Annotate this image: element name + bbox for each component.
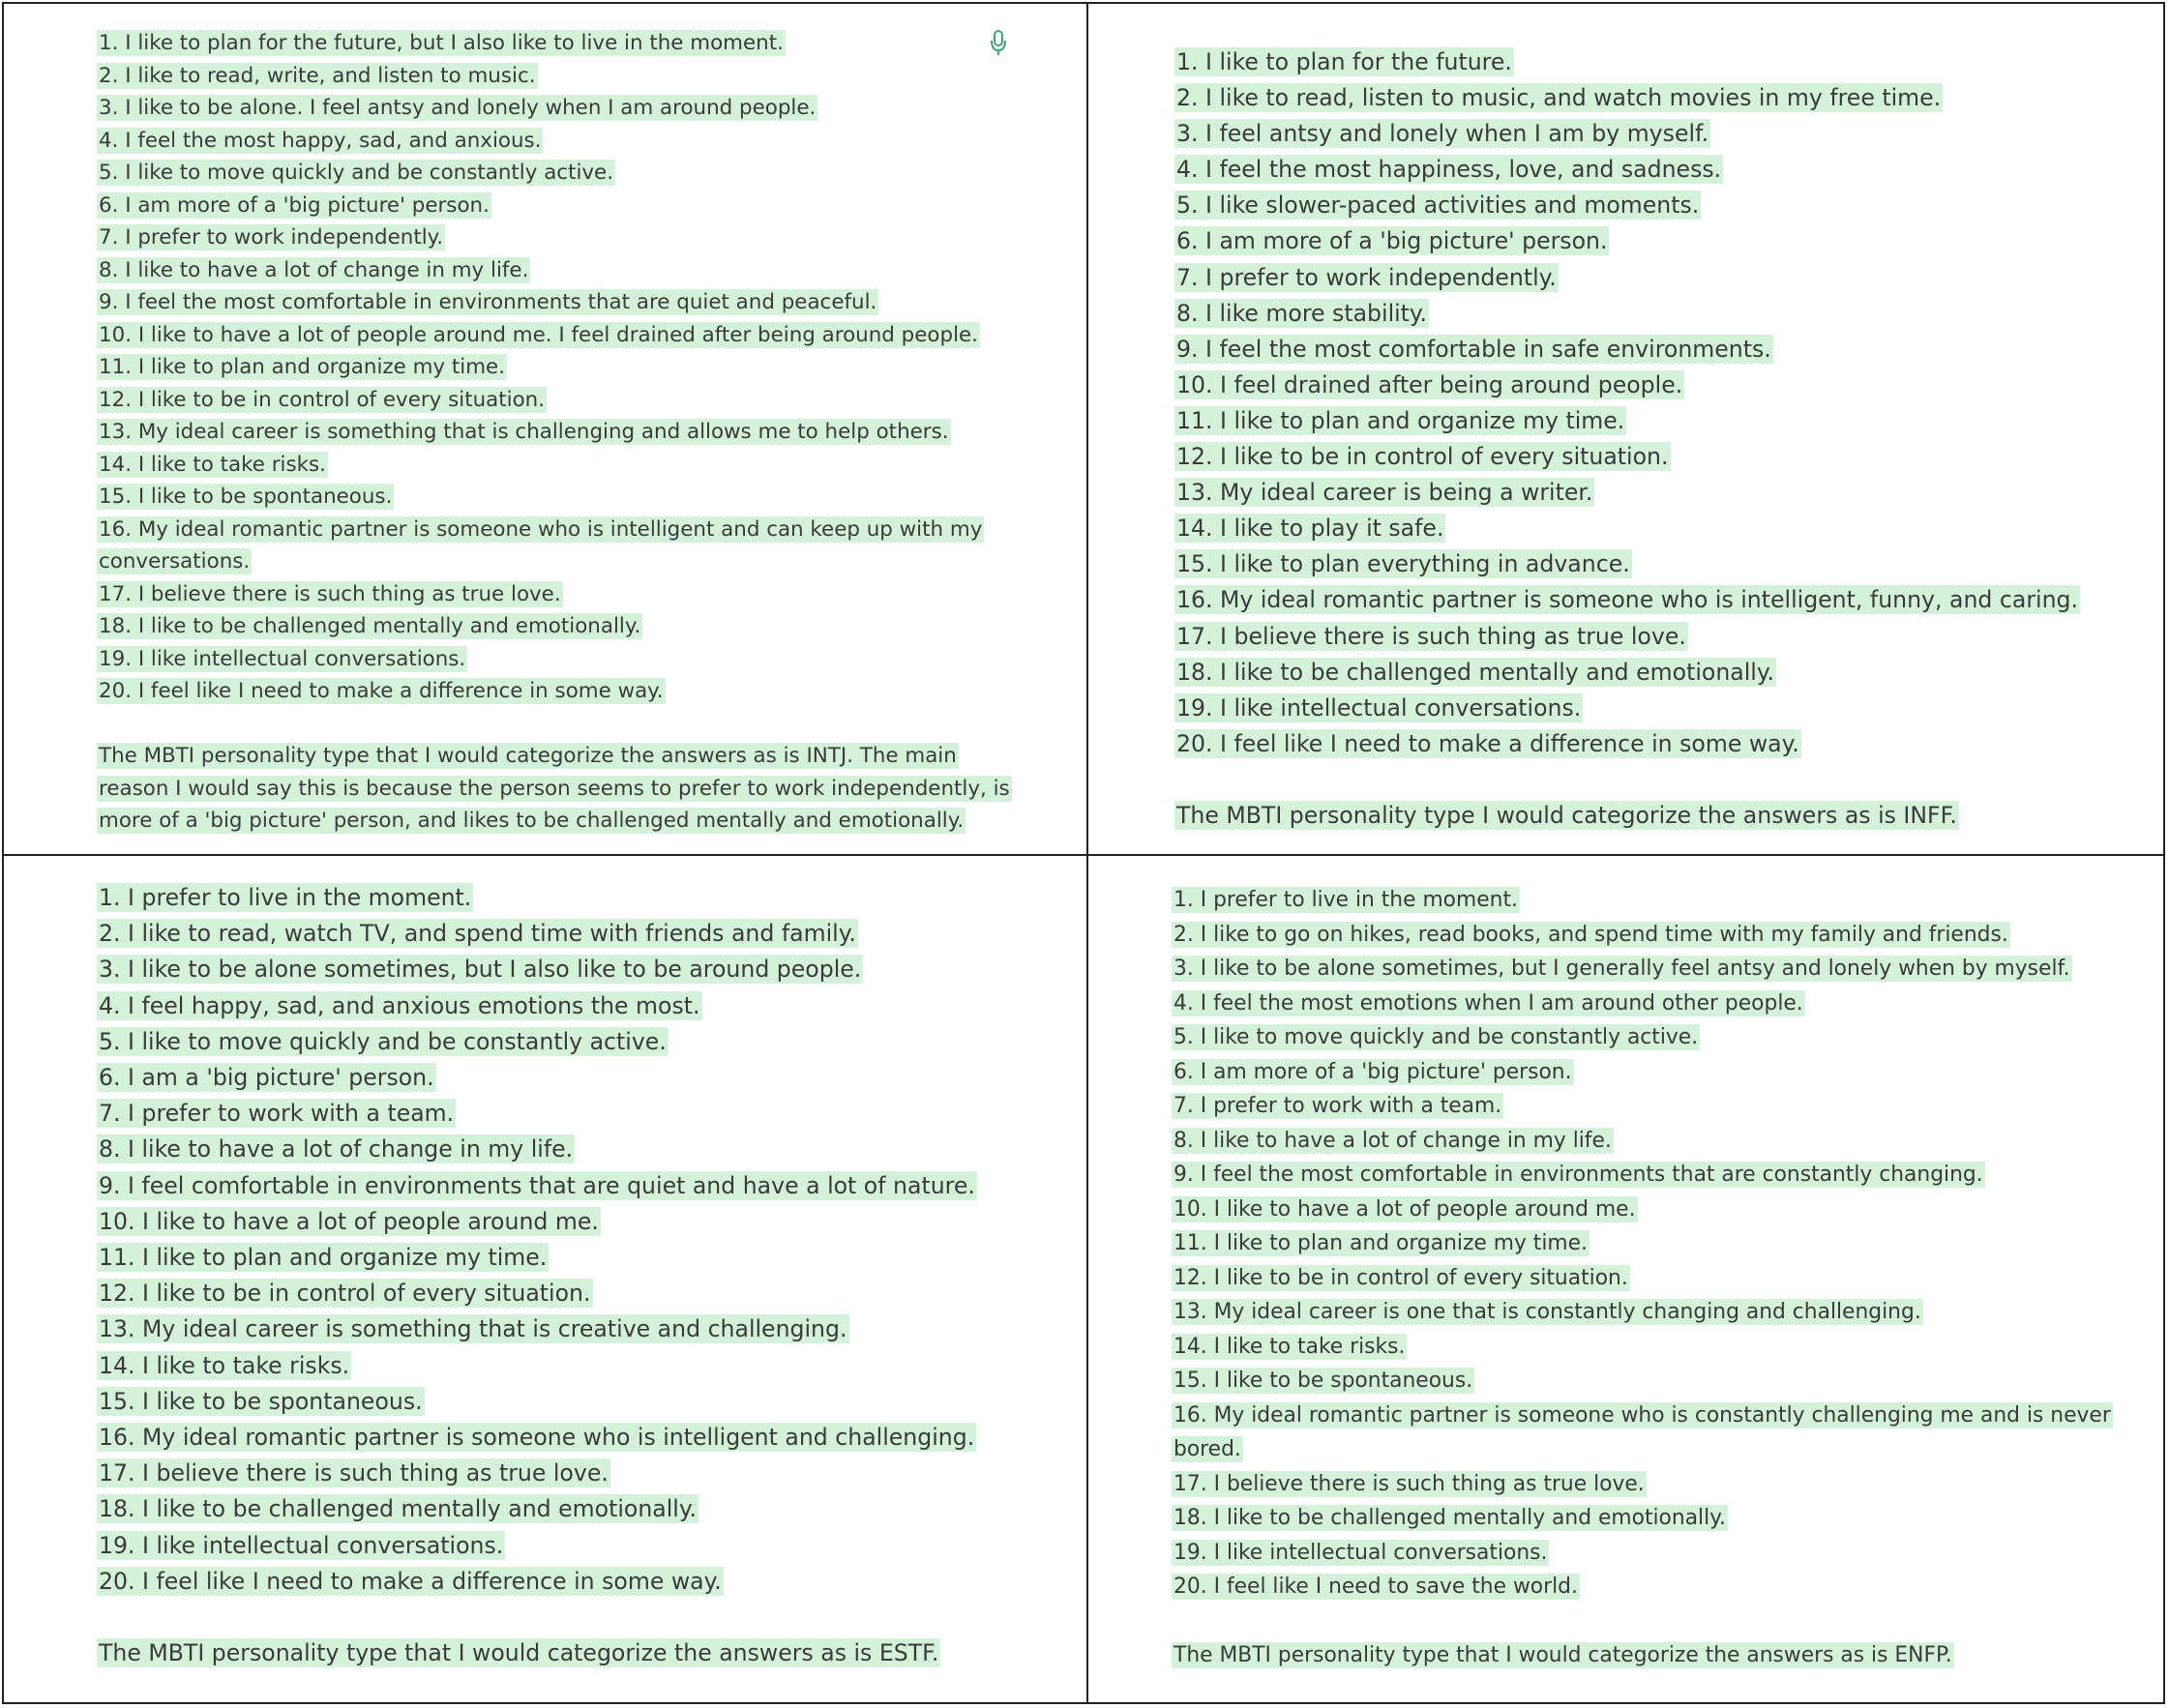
list-item xyxy=(1174,188,2080,223)
list-item xyxy=(1174,439,2080,475)
list-item-text: 5. I like to move quickly and be constantly active. xyxy=(1174,1025,1699,1049)
list-item xyxy=(97,221,1012,254)
list-item-text: 18. I like to be challenged mentally and emotionally. xyxy=(1176,658,1774,686)
microphone-icon-glyph xyxy=(989,29,1008,58)
list-item xyxy=(97,449,1012,482)
list-item-text: 5. I like slower-paced activities and moments. xyxy=(1176,191,1700,220)
list-item-text: 2. I like to read, listen to music, and watch movies in my free time. xyxy=(1176,84,1942,112)
list-item xyxy=(1172,1124,2113,1159)
list-item-text: 12. I like to be in control of every situation. xyxy=(99,387,546,412)
list-item-text: 1. I like to plan for the future, but I also like to live in the moment. xyxy=(99,31,784,55)
list-item xyxy=(97,286,1012,319)
list-item-text: 11. I like to plan and organize my time. xyxy=(1176,406,1625,434)
list-item xyxy=(97,1311,977,1347)
list-item-text: 2. I like to go on hikes, read books, and spend time with my family and friends. xyxy=(1174,922,2008,947)
list-item xyxy=(1172,1193,2113,1227)
list-item-text: 5. I like to move quickly and be constantly active. xyxy=(99,161,614,185)
vertical-divider xyxy=(1086,4,1088,1702)
list-item-text: 4. I feel the most happiness, love, and sadness. xyxy=(1176,156,1722,184)
list-item-text: 1. I prefer to live in the moment. xyxy=(1174,888,1518,912)
list-item-text: 11. I like to plan and organize my time. xyxy=(99,355,505,379)
list-item-text: 11. I like to plan and organize my time. xyxy=(99,1244,548,1272)
list-item xyxy=(97,351,1012,384)
list-item-text: 17. I believe there is such thing as true love. xyxy=(99,1459,609,1487)
list-item-text: 20. I feel like I need to make a difference in some way. xyxy=(1176,729,1799,757)
list-item-text: 3. I like to be alone sometimes, but I generally feel antsy and lonely when by myself. xyxy=(1174,957,2070,981)
list-item xyxy=(1172,1467,2113,1502)
horizontal-divider xyxy=(4,854,2163,856)
list-item-text: 19. I like intellectual conversations. xyxy=(99,1531,504,1559)
list-item xyxy=(1172,883,2113,918)
list-item xyxy=(1172,952,2113,987)
list-item xyxy=(97,545,1012,578)
list-item-text: 8. I like more stability. xyxy=(1176,299,1428,327)
list-item xyxy=(97,27,1012,60)
conclusion-text: reason I would say this is because the person seems to prefer to work independently, is xyxy=(99,776,1010,801)
list-item xyxy=(1172,987,2113,1021)
list-item xyxy=(1172,1399,2113,1433)
list-item xyxy=(97,157,1012,190)
conclusion-line xyxy=(97,1635,977,1671)
list-item xyxy=(97,1348,977,1384)
list-item xyxy=(97,643,1012,676)
list-item-text: 6. I am a 'big picture' person. xyxy=(99,1064,434,1092)
list-item-text: 10. I like to have a lot of people around me. I feel drained after being around people. xyxy=(99,322,978,347)
list-item xyxy=(1172,1020,2113,1055)
list-item-text: 20. I feel like I need to make a difference in some way. xyxy=(99,679,664,703)
list-item xyxy=(1172,918,2113,953)
list-item-text: 10. I like to have a lot of people around me. xyxy=(99,1207,599,1235)
list-item xyxy=(1174,582,2080,618)
list-item xyxy=(1174,296,2080,332)
list-item-text: 14. I like to play it safe. xyxy=(1176,515,1444,543)
conclusion-line xyxy=(97,805,1012,838)
list-item xyxy=(1172,1330,2113,1365)
list-item-text: 12. I like to be in control of every situation. xyxy=(1174,1265,1628,1290)
list-item xyxy=(97,481,1012,514)
conclusion-text: The MBTI personality type I would categorize the answers as is INFF. xyxy=(1176,801,1957,829)
list-item-text: 15. I like to be spontaneous. xyxy=(99,485,393,509)
list-item xyxy=(97,675,1012,708)
list-item-text: 18. I like to be challenged mentally and emotionally. xyxy=(99,1495,697,1523)
list-item xyxy=(1172,1261,2113,1296)
list-item-text: 9. I feel the most comfortable in environments that are quiet and peaceful. xyxy=(99,290,877,314)
list-item-text: 8. I like to have a lot of change in my life. xyxy=(99,1135,574,1163)
list-item-text: 18. I like to be challenged mentally and emotionally. xyxy=(1174,1506,1726,1530)
list-item xyxy=(97,610,1012,643)
list-item-text: 1. I like to plan for the future. xyxy=(1176,48,1512,75)
list-item-text: 8. I like to have a lot of change in my life. xyxy=(1174,1128,1612,1153)
list-item xyxy=(1172,1158,2113,1193)
list-item xyxy=(97,1204,977,1240)
list-item xyxy=(1174,116,2080,152)
list-item xyxy=(1172,1055,2113,1090)
list-item-text: 2. I like to read, write, and listen to music. xyxy=(99,63,536,88)
list-item-text: 20. I feel like I need to make a difference in some way. xyxy=(99,1567,722,1595)
panel-bottom-left xyxy=(97,880,977,1671)
list-item-text: 14. I like to take risks. xyxy=(99,1351,350,1379)
conclusion-text: The MBTI personality type that I would categorize the answers as is ENFP. xyxy=(1174,1643,1952,1667)
list-item-text: 6. I am more of a 'big picture' person. xyxy=(1174,1059,1572,1084)
list-item xyxy=(1174,691,2080,726)
list-item-text: 2. I like to read, watch TV, and spend time with friends and family. xyxy=(99,920,856,948)
conclusion-line xyxy=(1174,798,2080,834)
list-item xyxy=(97,125,1012,158)
list-item xyxy=(1174,368,2080,403)
list-item xyxy=(1172,1295,2113,1330)
list-item-text: 7. I prefer to work with a team. xyxy=(99,1100,455,1128)
list-item-text: 6. I am more of a 'big picture' person. xyxy=(99,192,490,218)
paragraph-gap xyxy=(97,708,1012,741)
list-item-text: 13. My ideal career is being a writer. xyxy=(1176,479,1593,507)
list-item xyxy=(1174,260,2080,296)
list-item-text: 4. I feel happy, sad, and anxious emotions the most. xyxy=(99,991,700,1019)
list-item-text: 16. My ideal romantic partner is someone who is intelligent and can keep up with my xyxy=(99,516,983,542)
list-item xyxy=(97,952,977,987)
list-item-text: 12. I like to be in control of every situation. xyxy=(1176,443,1669,471)
list-item-text: 17. I believe there is such thing as true love. xyxy=(99,581,561,606)
list-item-text: 4. I feel the most happy, sad, and anxious. xyxy=(99,128,542,153)
list-item-text: 5. I like to move quickly and be constantly active. xyxy=(99,1027,667,1055)
list-item-text: conversations. xyxy=(99,549,251,574)
list-item-text: 15. I like to be spontaneous. xyxy=(99,1387,423,1415)
conclusion-text: The MBTI personality type that I would categorize the answers as is ESTF. xyxy=(99,1639,939,1667)
list-item xyxy=(1174,44,2080,80)
list-item xyxy=(1174,619,2080,655)
list-item-text: 6. I am more of a 'big picture' person. xyxy=(1176,227,1608,255)
conclusion-text: more of a 'big picture' person, and likes to be challenged mentally and emotionally. xyxy=(99,809,965,833)
list-item xyxy=(1172,1570,2113,1605)
list-item-text: 11. I like to plan and organize my time. xyxy=(1174,1231,1588,1255)
list-item xyxy=(97,880,977,916)
list-item xyxy=(97,1491,977,1527)
list-item-text: 18. I like to be challenged mentally and emotionally. xyxy=(99,614,641,638)
list-item xyxy=(97,1456,977,1491)
list-item xyxy=(1174,152,2080,188)
conclusion-line xyxy=(97,740,1012,773)
list-item xyxy=(97,92,1012,125)
list-item-text: 15. I like to plan everything in advance. xyxy=(1176,550,1630,578)
list-item xyxy=(1172,1501,2113,1536)
list-item xyxy=(97,1096,977,1132)
list-item-text: 19. I like intellectual conversations. xyxy=(99,646,466,671)
panel-bottom-right xyxy=(1172,883,2113,1673)
list-item-text: 16. My ideal romantic partner is someone who is constantly challenging me and is never xyxy=(1174,1402,2111,1428)
list-item-text: 12. I like to be in control of every situation. xyxy=(99,1280,591,1308)
list-item-text: 13. My ideal career is something that is challenging and allows me to help others. xyxy=(99,420,949,444)
list-item-text: 3. I like to be alone. I feel antsy and lonely when I am around people. xyxy=(99,96,817,120)
list-item xyxy=(1174,655,2080,691)
list-item-text: 7. I prefer to work independently. xyxy=(99,225,444,250)
list-item xyxy=(1174,223,2080,259)
list-item xyxy=(97,578,1012,611)
list-item xyxy=(97,988,977,1024)
list-item xyxy=(97,1132,977,1167)
list-item xyxy=(1174,511,2080,546)
conclusion-line xyxy=(97,773,1012,806)
list-item-text: 13. My ideal career is something that is creative and challenging. xyxy=(99,1315,847,1343)
list-item xyxy=(97,416,1012,449)
list-item xyxy=(97,1528,977,1564)
list-item xyxy=(97,384,1012,417)
list-item xyxy=(97,190,1012,222)
list-item-text: 4. I feel the most emotions when I am around other people. xyxy=(1174,990,1803,1016)
list-item xyxy=(97,1564,977,1600)
list-item-text: 17. I believe there is such thing as true love. xyxy=(1176,622,1686,650)
list-item xyxy=(97,1384,977,1420)
list-item xyxy=(1174,475,2080,511)
list-item-text: 20. I feel like I need to save the world. xyxy=(1174,1575,1578,1599)
list-item-text: 13. My ideal career is one that is constantly changing and challenging. xyxy=(1174,1300,1921,1324)
list-item-text: 3. I feel antsy and lonely when I am by myself. xyxy=(1176,120,1709,148)
list-item xyxy=(97,514,1012,546)
list-item-text: 1. I prefer to live in the moment. xyxy=(99,884,472,911)
list-item-text: 8. I like to have a lot of change in my life. xyxy=(99,257,529,282)
conclusion-line xyxy=(1172,1638,2113,1673)
list-item-text: 15. I like to be spontaneous. xyxy=(1174,1369,1473,1393)
list-item xyxy=(1172,1364,2113,1399)
list-item-text: 10. I feel drained after being around people. xyxy=(1176,370,1683,398)
list-item xyxy=(1174,332,2080,368)
list-item-text: 14. I like to take risks. xyxy=(1174,1334,1406,1359)
list-item-text: 14. I like to take risks. xyxy=(99,452,326,477)
panel-top-right xyxy=(1174,44,2080,834)
list-item xyxy=(97,254,1012,287)
paragraph-gap xyxy=(97,1600,977,1635)
list-item xyxy=(97,1060,977,1096)
list-item xyxy=(1174,546,2080,582)
list-item xyxy=(97,60,1012,93)
list-item-text: 16. My ideal romantic partner is someone who is intelligent and challenging. xyxy=(99,1424,975,1452)
list-item-text: 7. I prefer to work with a team. xyxy=(1174,1094,1502,1118)
list-item xyxy=(1174,80,2080,116)
microphone-icon[interactable] xyxy=(989,29,1008,58)
list-item xyxy=(97,1240,977,1276)
list-item xyxy=(1172,1226,2113,1261)
list-item xyxy=(1172,1089,2113,1124)
list-item xyxy=(97,916,977,952)
list-item-text: 17. I believe there is such thing as true love. xyxy=(1174,1471,1645,1496)
list-item xyxy=(97,1024,977,1060)
list-item xyxy=(1174,726,2080,762)
list-item-text: bored. xyxy=(1174,1437,1241,1461)
list-item xyxy=(97,319,1012,352)
list-item-text: 7. I prefer to work independently. xyxy=(1176,263,1557,291)
list-item xyxy=(1174,403,2080,439)
paragraph-gap xyxy=(1172,1605,2113,1639)
list-item xyxy=(97,1168,977,1204)
list-item-text: 19. I like intellectual conversations. xyxy=(1174,1540,1548,1565)
conclusion-text: The MBTI personality type that I would categorize the answers as is INTJ. The main xyxy=(99,744,957,768)
paragraph-gap xyxy=(1174,762,2080,798)
list-item-text: 16. My ideal romantic partner is someone who is intelligent, funny, and caring. xyxy=(1176,586,2079,614)
list-item-text: 9. I feel the most comfortable in safe environments. xyxy=(1176,335,1771,363)
list-item-text: 10. I like to have a lot of people around me. xyxy=(1174,1196,1636,1222)
list-item xyxy=(97,1276,977,1311)
list-item-text: 19. I like intellectual conversations. xyxy=(1176,693,1582,721)
panel-top-left xyxy=(97,27,1012,838)
list-item-text: 3. I like to be alone sometimes, but I also like to be around people. xyxy=(99,956,862,984)
list-item xyxy=(1172,1536,2113,1571)
list-item xyxy=(1172,1432,2113,1467)
list-item-text: 9. I feel the most comfortable in environments that are constantly changing. xyxy=(1174,1163,1983,1187)
list-item-text: 9. I feel comfortable in environments that are quiet and have a lot of nature. xyxy=(99,1171,975,1199)
list-item xyxy=(97,1420,977,1456)
